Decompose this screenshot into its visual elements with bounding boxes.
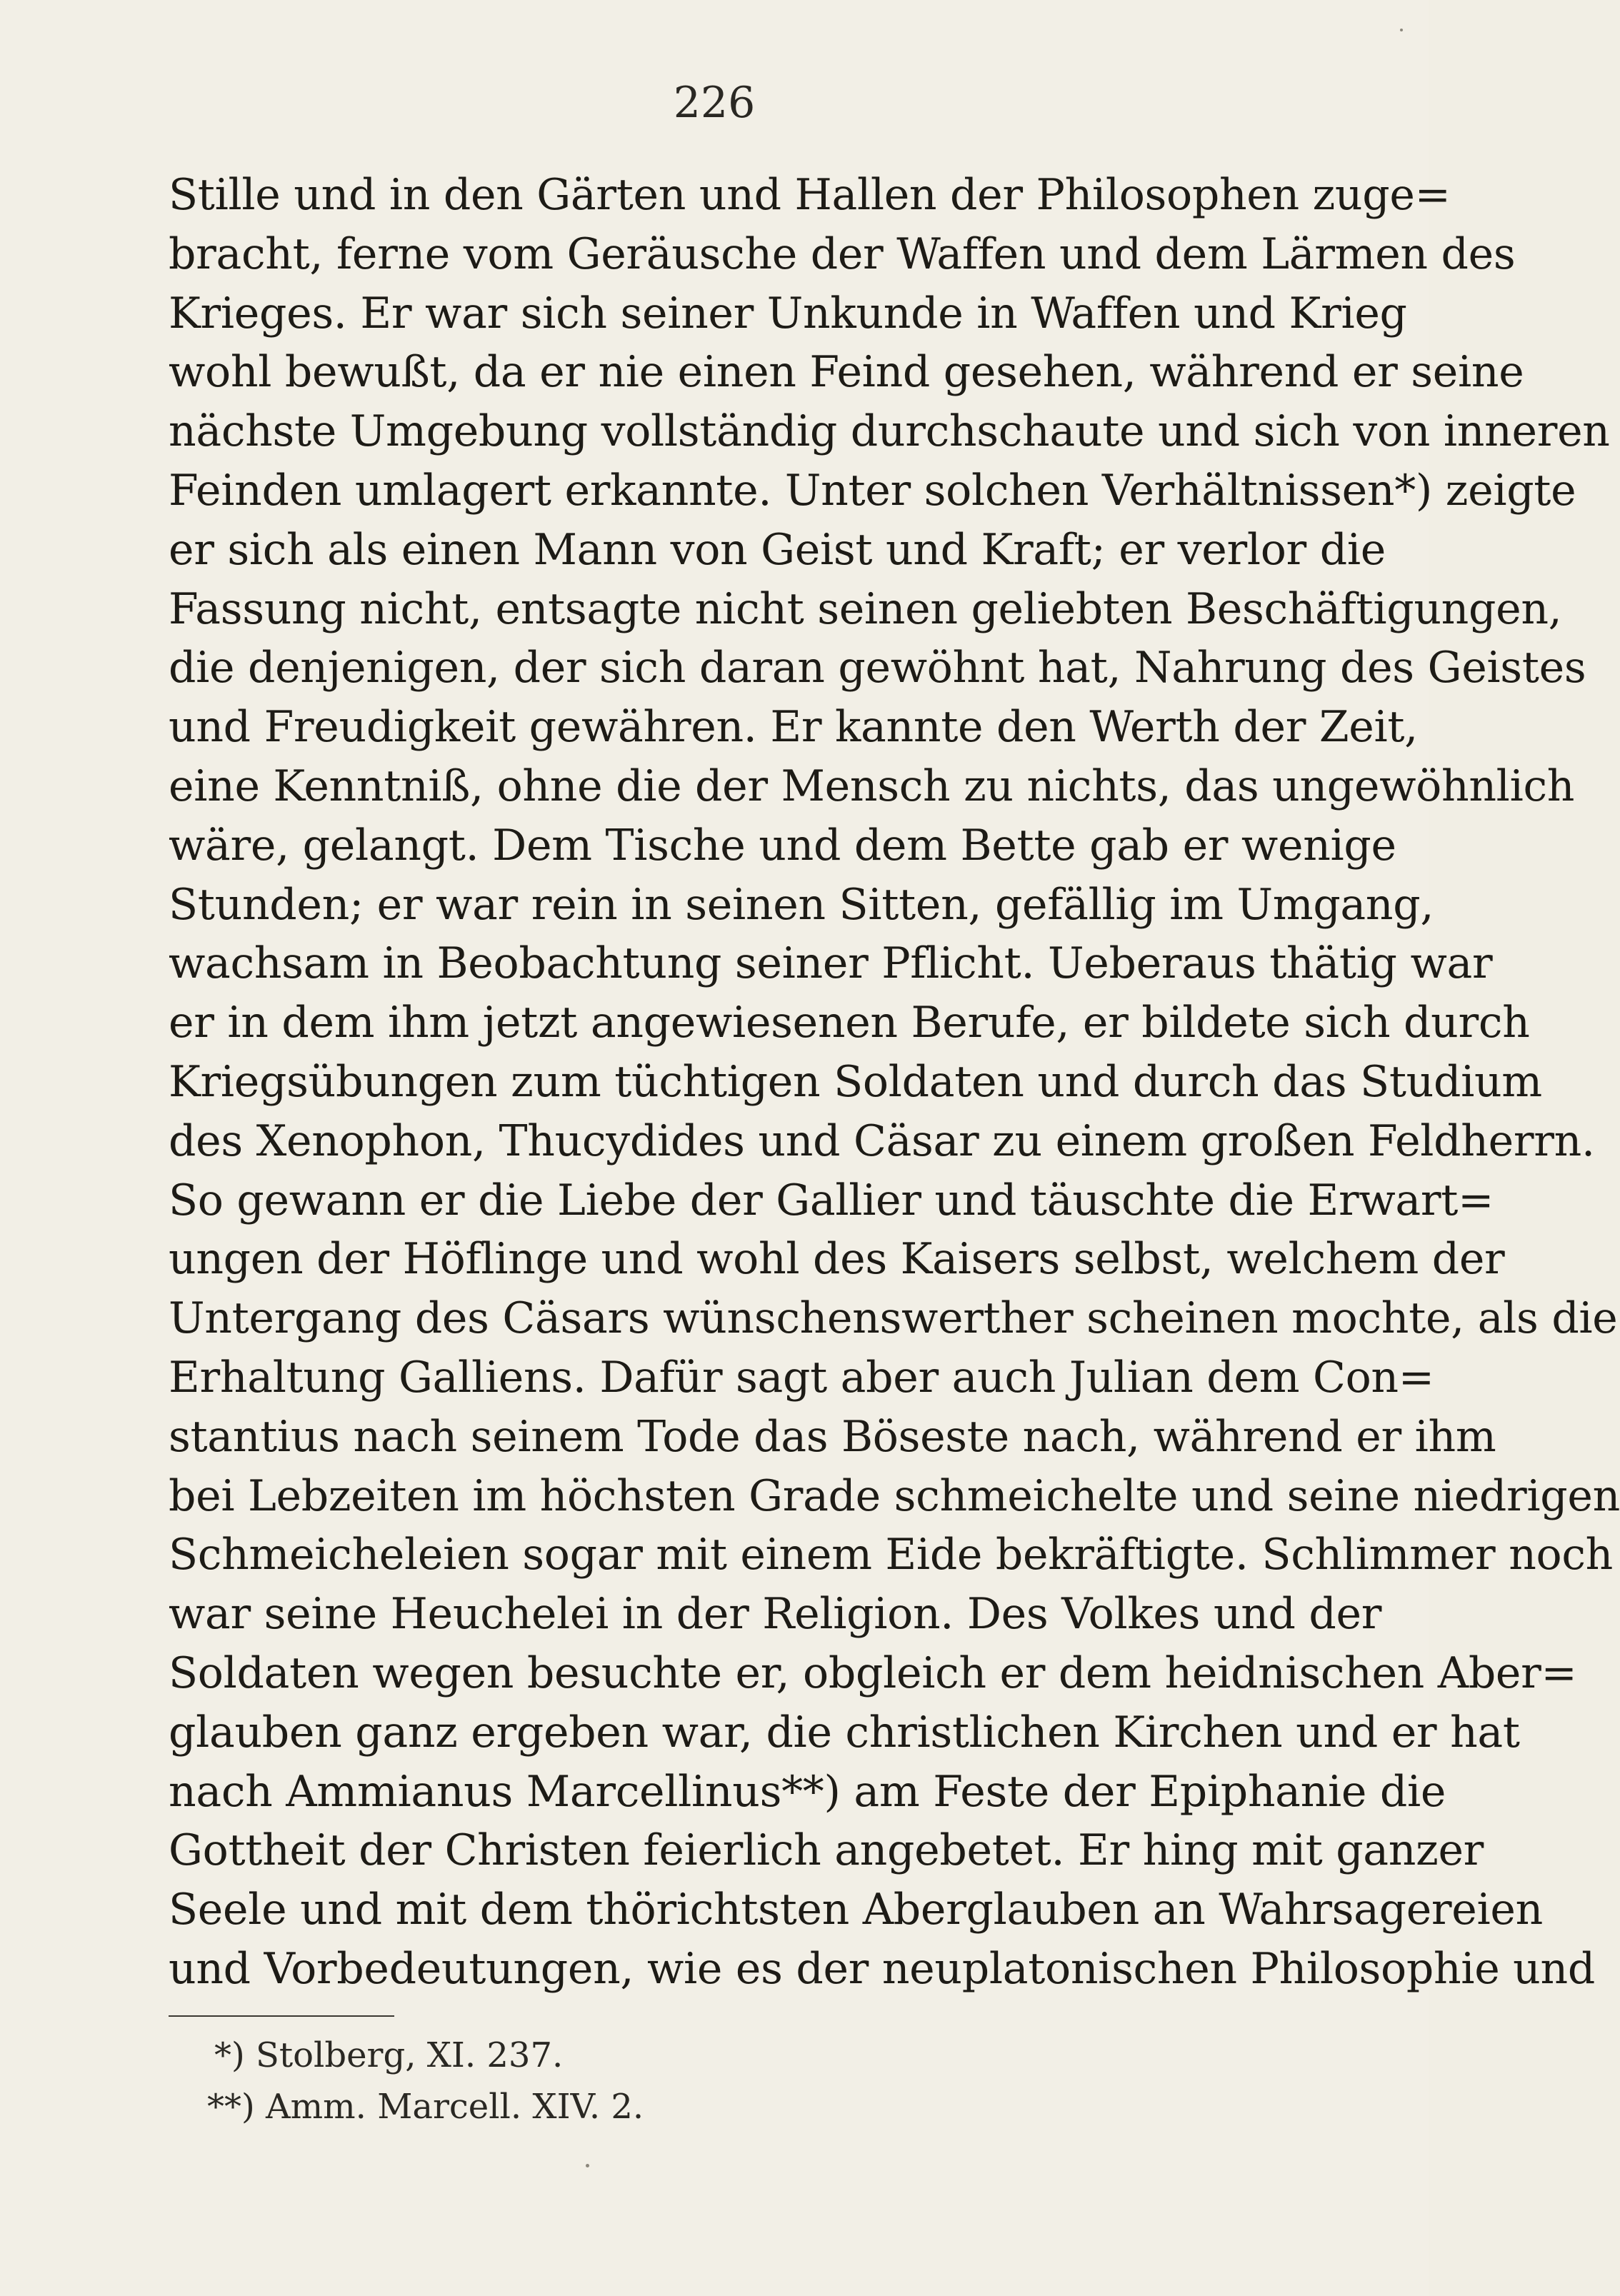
text-line: bracht, ferne vom Geräusche der Waffen und dem Lärmen des: [169, 229, 1516, 279]
text-line: war seine Heuchelei in der Religion. Des Volkes und der: [169, 1589, 1382, 1640]
footnote-2: **) Amm. Marcell. XIV. 2.: [207, 2087, 644, 2127]
text-line: wohl bewußt, da er nie einen Feind gesehen, während er seine: [169, 347, 1524, 398]
text-line: Untergang des Cäsars wünschenswerther scheinen mochte, als die: [169, 1293, 1618, 1344]
text-line: bei Lebzeiten im höchsten Grade schmeichelte und seine niedrigen: [169, 1470, 1620, 1521]
text-line: er sich als einen Mann von Geist und Kraft; er verlor die: [169, 524, 1386, 575]
body-text: [169, 166, 1620, 1999]
text-line: wachsam in Beobachtung seiner Pflicht. Ueberaus thätig war: [169, 938, 1493, 989]
page-number: 226: [673, 78, 756, 128]
footnotes: [207, 2030, 857, 2132]
text-line: Stunden; er war rein in seinen Sitten, gefällig im Umgang,: [169, 879, 1434, 930]
text-line: nach Ammianus Marcellinus**) am Feste der Epiphanie die: [169, 1766, 1446, 1817]
text-line: und Freudigkeit gewähren. Er kannte den Werth der Zeit,: [169, 702, 1418, 753]
paper-speck: [586, 2164, 589, 2167]
text-line: Kriegsübungen zum tüchtigen Soldaten und durch das Studium: [169, 1056, 1542, 1107]
text-line: eine Kenntniß, ohne die der Mensch zu nichts, das ungewöhnlich: [169, 761, 1575, 811]
text-line: Gottheit der Christen feierlich angebetet. Er hing mit ganzer: [169, 1825, 1484, 1876]
text-line: die denjenigen, der sich daran gewöhnt hat, Nahrung des Geistes: [169, 643, 1586, 693]
footnote-divider: [169, 2015, 394, 2017]
text-line: So gewann er die Liebe der Gallier und täuschte die Erwart=: [169, 1175, 1494, 1225]
paper-speck: [1400, 29, 1403, 31]
text-line: Schmeicheleien sogar mit einem Eide bekräftigte. Schlimmer noch: [169, 1530, 1614, 1580]
text-line: Fassung nicht, entsagte nicht seinen geliebten Beschäftigungen,: [169, 583, 1562, 634]
text-line: wäre, gelangt. Dem Tische und dem Bette gab er wenige: [169, 820, 1396, 871]
text-line: glauben ganz ergeben war, die christlichen Kirchen und er hat: [169, 1707, 1520, 1758]
text-line: und Vorbedeutungen, wie es der neuplatonischen Philosophie und: [169, 1943, 1595, 1994]
text-line: Soldaten wegen besuchte er, obgleich er dem heidnischen Aber=: [169, 1648, 1577, 1698]
text-line: Stille und in den Gärten und Hallen der Philosophen zuge=: [169, 170, 1451, 220]
text-line: Seele und mit dem thörichtsten Aberglauben an Wahrsagereien: [169, 1885, 1543, 1935]
text-line: Erhaltung Galliens. Dafür sagt aber auch Julian dem Con=: [169, 1352, 1434, 1403]
text-line: Krieges. Er war sich seiner Unkunde in Waffen und Krieg: [169, 288, 1407, 339]
text-line: er in dem ihm jetzt angewiesenen Berufe, er bildete sich durch: [169, 998, 1530, 1048]
text-line: stantius nach seinem Tode das Böseste nach, während er ihm: [169, 1411, 1496, 1462]
text-line: ungen der Höflinge und wohl des Kaisers selbst, welchem der: [169, 1234, 1505, 1285]
text-line: nächste Umgebung vollständig durchschaute und sich von inneren: [169, 406, 1610, 457]
footnote-1: *) Stolberg, XI. 237.: [214, 2035, 564, 2075]
text-line: Feinden umlagert erkannte. Unter solchen Verhältnissen*) zeigte: [169, 465, 1576, 516]
text-line: des Xenophon, Thucydides und Cäsar zu einem großen Feldherrn.: [169, 1116, 1595, 1166]
